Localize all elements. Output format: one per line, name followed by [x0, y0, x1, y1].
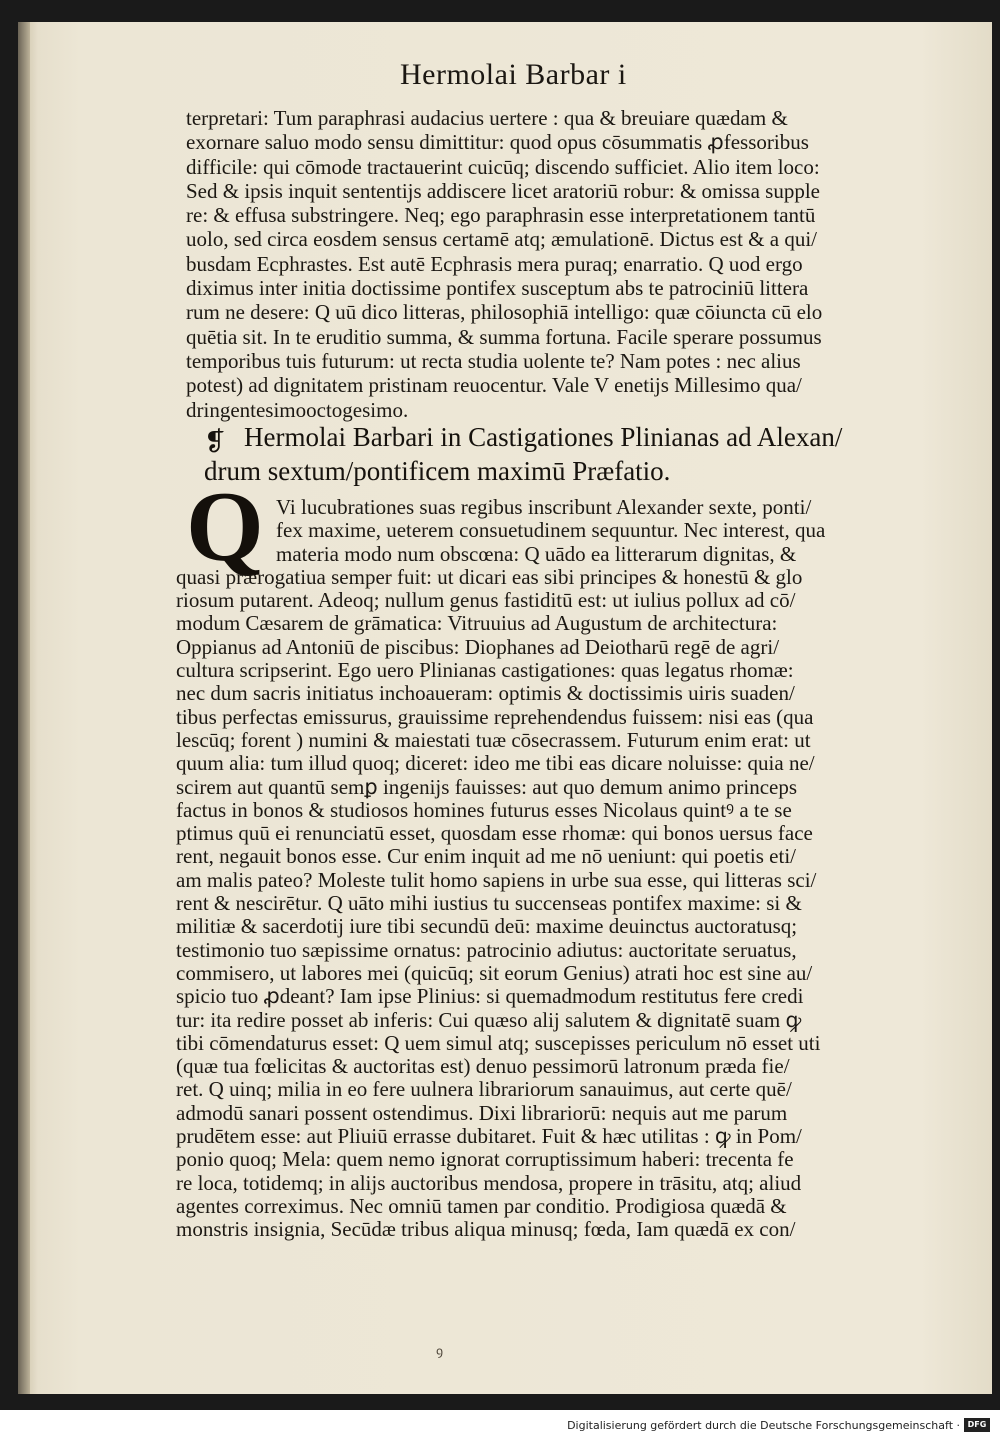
text-line: prudētem esse: aut Pliuiū errasse dubitaret. Fuit & hæc utilitas : ꝙ in Pom/	[176, 1125, 802, 1149]
text-line: rum ne desere: Q uū dico litteras, philosophiā intelligo: quæ cōiuncta cū elo	[186, 300, 823, 325]
text-line: tibus perfectas emissurus, grauissime reprehendendus fuissem: nisi eas (qua	[176, 705, 814, 729]
text-line: diximus inter initia doctissime pontifex susceptum abs te patrociniū littera	[186, 276, 809, 301]
text-line: factus in bonos & studiosos homines futurus esses Nicolaus quintꝰ a te se	[176, 798, 792, 822]
text-line: ponio quoq; Mela: quem nemo ignorat corruptissimum haberi: trecenta fe	[176, 1148, 794, 1172]
text-line: potest) ad dignitatem pristinam reuocentur. Vale V enetijs Millesimo qua/	[186, 373, 802, 398]
footer-credit: Digitalisierung gefördert durch die Deutsche Forschungsgemeinschaft ·	[567, 1419, 960, 1432]
text-line: monstris insignia, Secūdæ tribus aliqua minusq; fœda, Iam quædā ex con/	[176, 1218, 796, 1242]
text-line: re: & effusa substringere. Neq; ego paraphrasin esse interpretationem tantū	[186, 203, 816, 228]
text-line: quasi prærogatiua semper fuit: ut dicari eas sibi principes & honestū & glo	[176, 565, 803, 589]
text-line: materia modo num obscœna: Q uādo ea litterarum dignitas, &	[276, 542, 797, 566]
text-line: riosum putarent. Adeoq; nullum genus fastiditū est: ut iulius pollux ad cō/	[176, 589, 796, 613]
text-line: re loca, totidemq; in alijs auctoribus mendosa, propere in trāsitu, atq; aliud	[176, 1171, 802, 1195]
text-line: nec dum sacris initiatus inchoaueram: optimis & doctissimis uiris suaden/	[176, 682, 795, 706]
text-line: lescūq; forent ) numini & maiestati tuæ cōsecrassem. Futurum enim erat: ut	[176, 728, 811, 752]
text-line: modum Cæsarem de grāmatica: Vitruuius ad Augustum de architectura:	[176, 612, 778, 636]
text-line: tur: ita redire posset ab inferis: Cui quæso alij salutem & dignitatē suam ꝙ	[176, 1008, 802, 1032]
heading-line: Hermolai Barbari in Castigationes Plinianas ad Alexan/	[244, 422, 843, 452]
text-line: am malis pateo? Moleste tulit homo sapiens in urbe sua esse, qui litteras sci/	[176, 868, 817, 892]
text-line: rent, negauit bonos esse. Cur enim inquit ad me nō ueniunt: qui poetis eti/	[176, 845, 796, 869]
text-line: Vi lucubrationes suas regibus inscribunt Alexander sexte, ponti/	[276, 496, 812, 519]
pilcrow-icon: ❡	[204, 427, 226, 456]
heading-line: drum sextum/pontificem maximū Præfatio.	[204, 456, 671, 486]
text-line: Sed & ipsis inquit sententijs addiscere licet aratoriū robur: & omissa supple	[186, 178, 820, 203]
dfg-logo-icon: DFG	[964, 1418, 990, 1432]
running-head: Hermolai Barbar i	[400, 58, 627, 91]
text-line: busdam Ecphrastes. Est autē Ecphrasis mera puraq; enarratio. Q uod ergo	[186, 251, 803, 276]
footer-bar	[0, 1410, 1000, 1440]
text-line: terpretari: Tum paraphrasi audacius uertere : qua & breuiare quædam &	[186, 106, 788, 130]
text-line: (quæ tua fœlicitas & auctoritas est) denuo pessimorū latronum præda fie/	[176, 1055, 790, 1079]
text-line: testimonio tuo sæpissime ornatus: patrocinio adiutus: auctoritate seruatus,	[176, 938, 797, 962]
body-text-block	[176, 496, 936, 1242]
text-line: commisero, ut labores mei (quicūq; sit eorum Genius) atrati hoc est sine au/	[176, 961, 813, 985]
text-line: uolo, sed circa eosdem sensus certamē atq; æmulationē. Dictus est & a qui/	[186, 227, 818, 252]
text-line: agentes correximus. Nec omniū tamen par conditio. Prodigiosa quædā &	[176, 1194, 787, 1218]
text-line: quum alia: tum illud quoq; diceret: ideo me tibi eas dicare noluisse: quia ne/	[176, 752, 815, 776]
text-line: cultura scripserint. Ego uero Plinianas castigationes: quas legatus rhomæ:	[176, 659, 794, 683]
text-line: fex maxime, ueterem consuetudinem sequuntur. Nec interest, qua	[276, 519, 826, 543]
text-line: tibi cōmendaturus esset: Q uem simul atq; suscepisses periculum nō esset uti	[176, 1031, 821, 1055]
page-gutter-shadow	[18, 22, 30, 1394]
text-line: rent & nescirētur. Q uāto mihi iustius tu succenseas pontifex maxime: si &	[176, 892, 802, 916]
text-line: Oppianus ad Antoniū de piscibus: Diophanes ad Deiotharū regē de agri/	[176, 635, 780, 659]
text-line: scirem aut quantū semꝑ ingenijs fauisses: aut quo demum animo princeps	[176, 775, 798, 799]
text-line: temporibus tuis futurum: ut recta studia uolente te? Nam potes : nec alius	[186, 348, 801, 373]
text-line: exornare saluo modo sensu dimittitur: quod opus cōsummatis ꝓfessoribus	[186, 130, 809, 155]
text-line: quētia sit. In te eruditio summa, & summa fortuna. Facile sperare possumus	[186, 324, 822, 349]
signature-mark: ꝯ	[436, 1344, 444, 1358]
text-line: militiæ & sacerdotij iure tibi secundū deū: maxime deuinctus auctoratusq;	[176, 915, 798, 939]
initial-letter: Q	[186, 471, 264, 582]
preface-heading	[204, 420, 944, 488]
text-line: difficile: qui cōmode tractauerint cuicūq; discendo sufficiet. Alio item loco:	[186, 154, 820, 179]
text-line: ret. Q uinq; milia in eo fere uulnera librariorum sanauimus, aut certe quē/	[176, 1078, 792, 1102]
text-line: ptimus quū ei renunciatū esset, quosdam esse rhomæ: qui bonos uersus face	[176, 822, 813, 846]
text-line: spicio tuo ꝓdeant? Iam ipse Plinius: si quemadmodum restitutus fere credi	[176, 985, 804, 1009]
upper-text-block	[186, 106, 934, 422]
text-line: admodū sanari possent ostendimus. Dixi librariorū: nequis aut me parum	[176, 1101, 788, 1125]
text-line: dringentesimooctogesimo.	[186, 397, 409, 422]
